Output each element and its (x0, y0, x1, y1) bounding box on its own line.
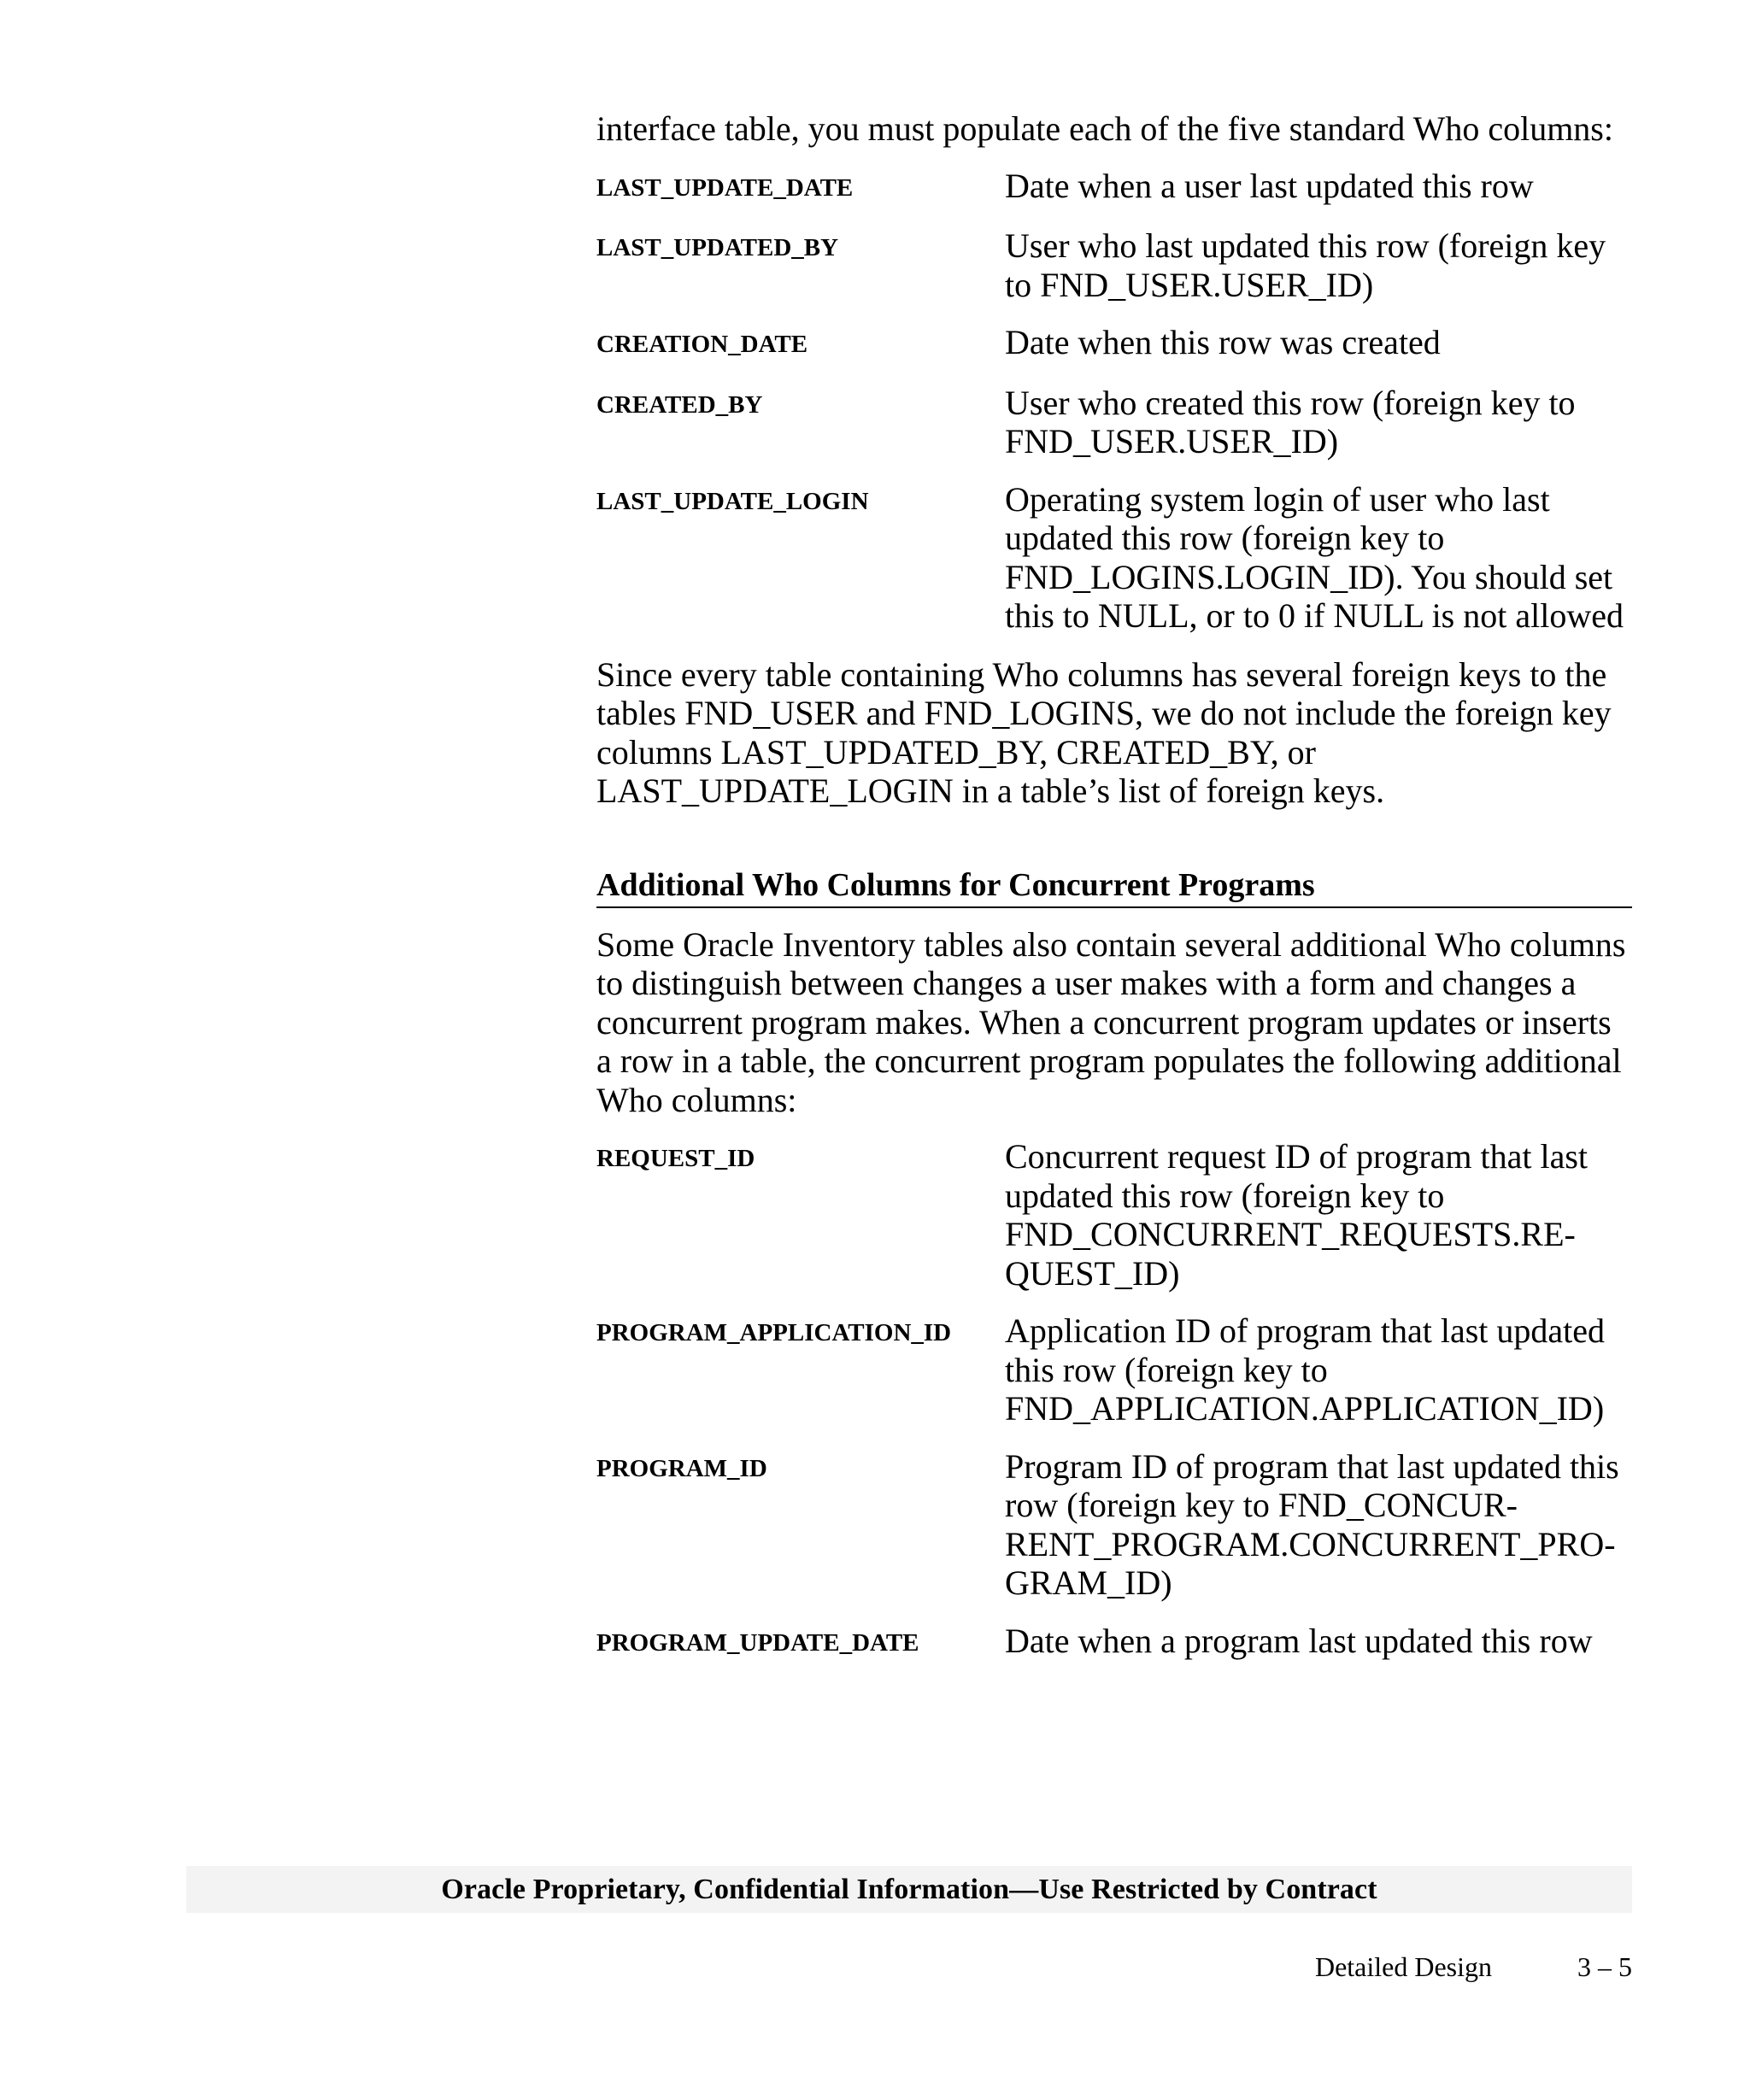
column-description: Date when this row was created (1005, 323, 1441, 361)
definition-row (596, 167, 1632, 208)
section-paragraph: Some Oracle Inventory tables also contain several additional Who columns to distinguish between changes a user makes with a form and changes a concurrent program makes. When a concurrent program updates or inserts a row in a table, the concurrent program populates the following additional Who columns: (596, 924, 1626, 1119)
definition-row (596, 1622, 1632, 1663)
definition-row (596, 1311, 1632, 1428)
document-body (596, 109, 1632, 1682)
column-term: REQUEST_ID (596, 1145, 755, 1172)
column-term: LAST_UPDATED_BY (596, 234, 839, 261)
definition-row (596, 1137, 1632, 1293)
column-description: Date when a program last updated this row (1005, 1621, 1593, 1660)
definition-row (596, 226, 1632, 304)
section-heading: Additional Who Columns for Concurrent Programs (596, 865, 1632, 908)
section-name: Detailed Design (1314, 1951, 1492, 1982)
definition-row (596, 323, 1632, 365)
column-term: CREATION_DATE (596, 331, 808, 358)
column-term: PROGRAM_APPLICATION_ID (596, 1319, 952, 1346)
definition-row (596, 480, 1632, 636)
intro-paragraph: interface table, you must populate each of the five standard Who columns: (596, 109, 1613, 148)
foreign-key-paragraph: Since every table containing Who columns has several foreign keys to the tables FND_USER and FND_LOGINS, we do not include the foreign key columns LAST_UPDATED_BY, CREATED_BY, or LAST_UPDATE_LOGIN in a table’s list of foreign keys. (596, 654, 1612, 810)
column-description: Date when a user last updated this row (1005, 166, 1534, 205)
column-description: Program ID of program that last updated this row (foreign key to FND_CONCUR- RENT_PROGRAM.CONCURRENT_PRO- GRAM_ID) (1005, 1446, 1619, 1602)
column-term: LAST_UPDATE_DATE (596, 173, 854, 202)
who-columns-list (596, 167, 1632, 636)
definition-row (596, 1447, 1632, 1603)
confidentiality-banner (186, 1866, 1632, 1913)
confidentiality-text: Oracle Proprietary, Confidential Information––Use Restricted by Contract (441, 1873, 1377, 1905)
column-description: Application ID of program that last updated this row (foreign key to FND_APPLICATION.APPLICATION_ID) (1005, 1311, 1606, 1428)
column-description: Concurrent request ID of program that last updated this row (foreign key to FND_CONCURRENT_REQUESTS.RE- QUEST_ID) (1005, 1137, 1589, 1293)
page-footer (1315, 1951, 1632, 1983)
column-description: Operating system login of user who last updated this row (foreign key to FND_LOGINS.LOGIN_ID). You should set this to NULL, or to 0 if NULL is not allowed (1005, 479, 1624, 635)
column-description: User who created this row (foreign key to FND_USER.USER_ID) (1005, 383, 1576, 460)
definition-row (596, 384, 1632, 461)
column-description: User who last updated this row (foreign key to FND_USER.USER_ID) (1005, 226, 1606, 304)
concurrent-columns-list (596, 1137, 1632, 1663)
column-term: CREATED_BY (596, 390, 763, 419)
column-term: PROGRAM_UPDATE_DATE (596, 1628, 919, 1657)
column-term: PROGRAM_ID (596, 1454, 767, 1482)
page-number: 3 – 5 (1577, 1951, 1632, 1982)
column-term: LAST_UPDATE_LOGIN (596, 487, 869, 515)
